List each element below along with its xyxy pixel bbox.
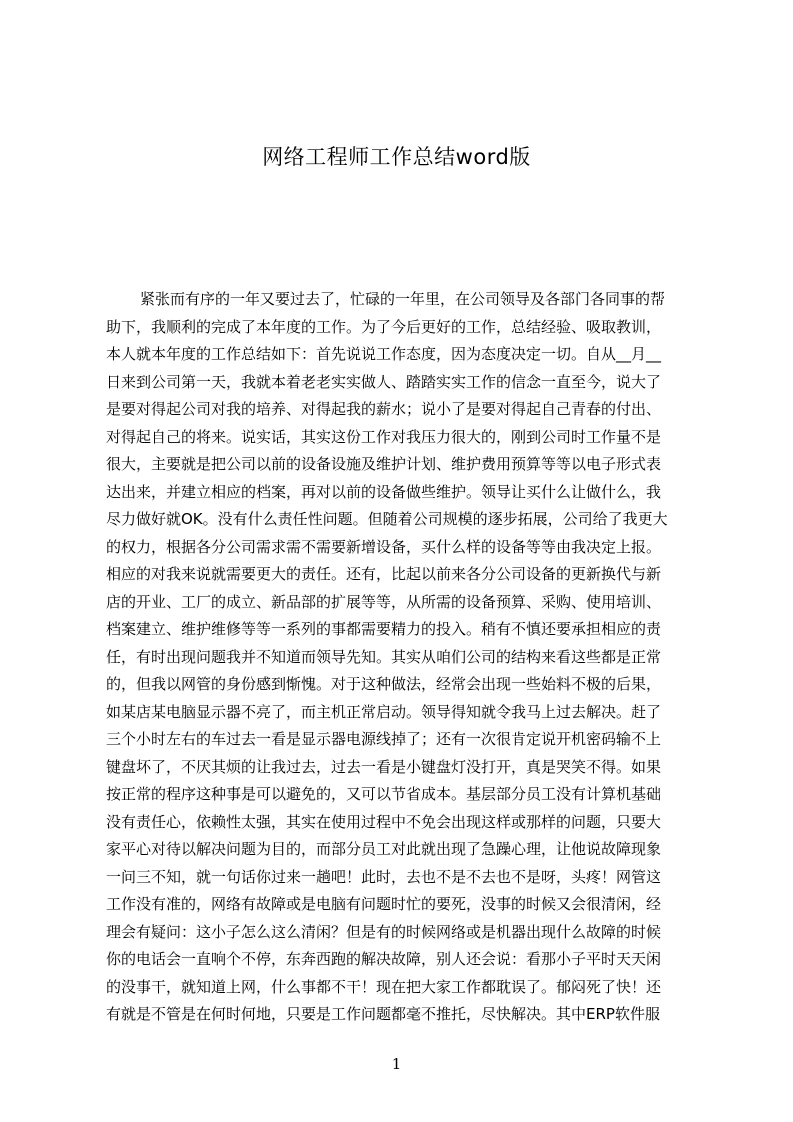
body-line: 店的开业、工厂的成立、新品部的扩展等等，从所需的设备预算、采购、使用培训、 [106,592,662,611]
body-line: 有就是不管是在何时何地，只要是工作问题都毫不推托，尽快解决。其中ERP软件服 [106,1005,660,1023]
body-line: 相应的对我来说就需要更大的责任。还有，比起以前来各分公司设备的更新换代与新 [106,565,662,583]
body-line: 助下，我顺利的完成了本年度的工作。为了今后更好的工作，总结经验、吸取教训， [106,317,662,336]
body-line: 达出来，并建立相应的档案，再对以前的设备做些维护。领导让买什么让做什么，我 [106,482,662,501]
body-line: 紧张而有序的一年又要过去了，忙碌的一年里，在公司领导及各部门各同事的帮 [140,290,666,308]
document-title: 网络工程师工作总结word版 [262,145,531,169]
body-line: 尽力做好就OK。没有什么责任性问题。但随着公司规模的逐步拓展，公司给了我更大 [106,510,668,528]
body-line: 如某店某电脑显示器不亮了，而主机正常启动。领导得知就令我马上过去解决。赶了 [106,702,662,721]
body-line: 工作没有准的，网络有故障或是电脑有问题时忙的要死，没事的时候又会很清闲，经 [106,895,662,913]
body-line: 一问三不知，就一句话你过来一趟吧！此时，去也不是不去也不是呀，头疼！网管这 [106,867,662,886]
body-line: 任，有时出现问题我并不知道而领导先知。其实从咱们公司的结构来看这些都是正常 [106,647,662,666]
body-line: 你的电话会一直响个不停，东奔西跑的解决故障，别人还会说：看那小子平时天天闲 [106,950,662,968]
body-line: 理会有疑问：这小子怎么这么清闲？但是有的时候网络或是机器出现什么故障的时候 [106,922,662,941]
body-line: 家平心对待以解决问题为目的，而部分员工对此就出现了急躁心理，让他说故障现象 [106,840,662,858]
body-line: 的权力，根据各分公司需求需不需要新增设备，买什么样的设备等等由我决定上报。 [106,537,662,556]
body-line: 日来到公司第一天，我就本着老老实实做人、踏踏实实工作的信念一直至今，说大了 [106,372,662,391]
body-line: 的没事干，就知道上网，什么事都不干！现在把大家工作都耽误了。郁闷死了快！还 [106,977,662,996]
body-text [106,286,700,1029]
page-number: 1 [391,1055,402,1073]
body-line: 是要对得起公司对我的培养、对得起我的薪水；说小了是要对得起自己青春的付出、 [106,400,662,418]
body-line: 按正常的程序这种事是可以避免的，又可以节省成本。基层部分员工没有计算机基础 [106,785,662,803]
body-line: 很大，主要就是把公司以前的设备设施及维护计划、维护费用预算等等以电子形式表 [106,455,662,473]
body-line: 没有责任心，依赖性太强，其实在使用过程中不免会出现这样或那样的问题，只要大 [106,812,662,831]
body-line: 的，但我以网管的身份感到惭愧。对于这种做法，经常会出现一些始料不极的后果， [106,675,662,693]
body-line: 键盘坏了，不厌其烦的让我过去，过去一看是小键盘灯没打开，真是哭笑不得。如果 [106,757,662,776]
body-line: 本人就本年度的工作总结如下：首先说说工作态度，因为态度决定一切。自从__月__ [106,345,662,363]
body-line: 档案建立、维护维修等等一系列的事都需要精力的投入。稍有不慎还要承担相应的责 [106,620,662,638]
body-line: 对得起自己的将来。说实话，其实这份工作对我压力很大的，刚到公司时工作量不是 [106,427,662,446]
body-line: 三个小时左右的车过去一看是显示器电源线掉了；还有一次很肯定说开机密码输不上 [106,730,662,748]
